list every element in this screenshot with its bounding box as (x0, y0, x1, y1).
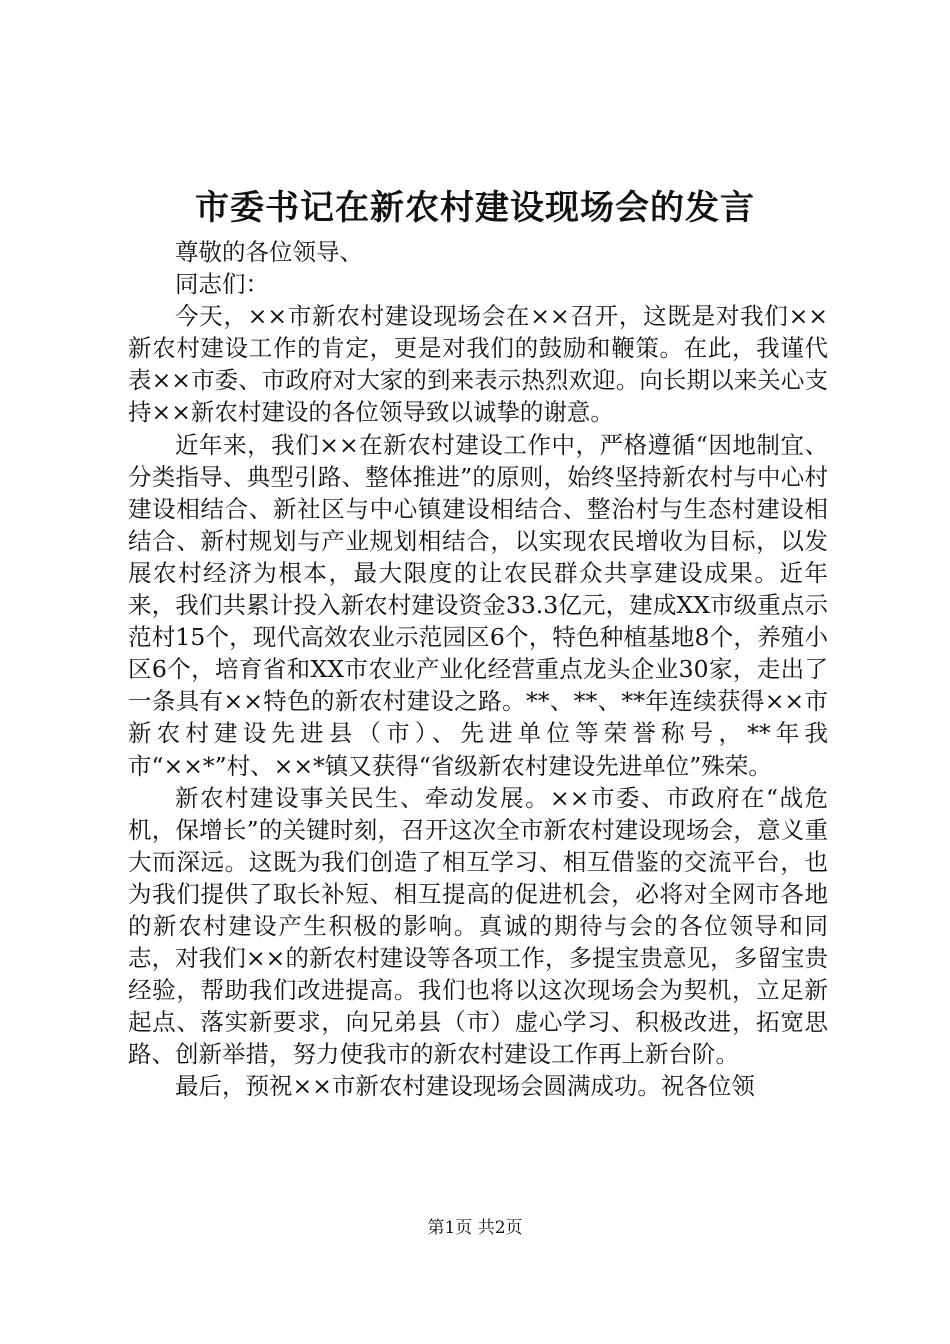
paragraph-achievements: 近年来，我们××在新农村建设工作中，严格遵循“因地制宜、分类指导、典型引路、整体推进”的原则，始终坚持新农村与中心村建设相结合、新社区与中心镇建设相结合、整治村与生态村建设相结合、新村规划与产业规划相结合，以实现农民增收为目标，以发展农村经济为根本，最大限度的让农民群众共享建设成果。近年来，我们共累计投入新农村建设资金33.3亿元，建成XX市级重点示范村15个，现代高效农业示范园区6个，特色种植基地8个，养殖小区6个，培育省和XX市农业产业化经营重点龙头企业30家，走出了一条具有××特色的新农村建设之路。**、**、**年连续获得××市新农村建设先进县（市）、先进单位等荣誉称号，**年我市“××*”村、××*镇又获得“省级新农村建设先进单位”殊荣。 (128, 430, 828, 780)
document-title: 市委书记在新农村建设现场会的发言 (195, 188, 755, 228)
paragraph-closing: 最后，预祝××市新农村建设现场会圆满成功。祝各位领 (175, 1072, 755, 1101)
document-body (128, 236, 828, 1103)
salutation-line-2: 同志们： (175, 270, 269, 299)
page-number-footer: 第1页 共2页 (427, 1218, 523, 1238)
paragraph-opening: 今天，××市新农村建设现场会在××召开，这既是对我们××新农村建设工作的肯定，更是对我们的鼓励和鞭策。在此，我谨代表××市委、市政府对大家的到来表示热烈欢迎。向长期以来关心支持××新农村建设的各位领导致以诚挚的谢意。 (128, 302, 828, 427)
salutation-line-1: 尊敬的各位领导、 (175, 238, 363, 266)
paragraph-significance: 新农村建设事关民生、牵动发展。××市委、市政府在“战危机，保增长”的关键时刻，召开这次全市新农村建设现场会，意义重大而深远。这既为我们创造了相互学习、相互借鉴的交流平台，也为我们提供了取长补短、相互提高的促进机会，必将对全网市各地的新农村建设产生积极的影响。真诚的期待与会的各位领导和同志，对我们××的新农村建设等各项工作，多提宝贵意见，多留宝贵经验，帮助我们改进提高。我们也将以这次现场会为契机，立足新起点、落实新要求，向兄弟县（市）虚心学习、积极改进，拓宽思路、创新举措，努力使我市的新农村建设工作再上新台阶。 (128, 783, 828, 1069)
